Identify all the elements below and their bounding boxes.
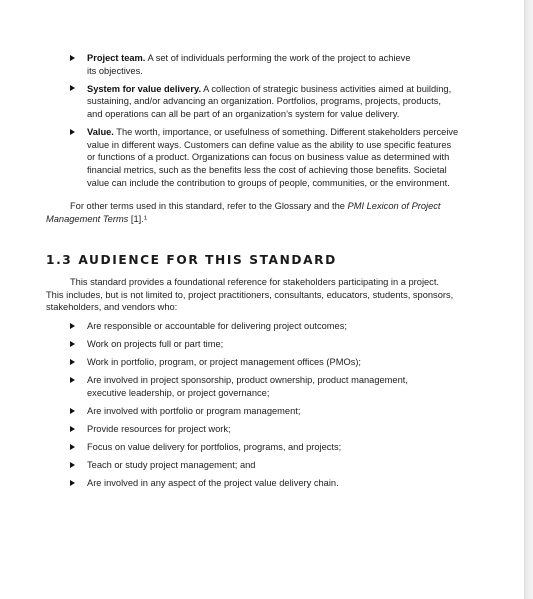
bullet-triangle-icon bbox=[70, 359, 75, 365]
other-terms-text: For other terms used in this standard, refer to the Glossary and the bbox=[70, 201, 348, 211]
other-terms-paragraph bbox=[46, 200, 476, 225]
audience-item bbox=[70, 320, 470, 333]
definition-term: Value. bbox=[87, 127, 114, 138]
audience-item bbox=[70, 477, 470, 490]
section-heading bbox=[46, 253, 337, 267]
bullet-triangle-icon bbox=[70, 480, 75, 486]
intro-line: stakeholders, and vendors who: bbox=[46, 302, 178, 313]
definition-text-line: The worth, importance, or usefulness of something. Different stakeholders perceive bbox=[116, 127, 459, 138]
audience-item bbox=[70, 423, 470, 436]
definition-text-line: and operations can all be part of an organization’s system for value delivery. bbox=[87, 108, 400, 119]
audience-item-text: Are involved with portfolio or program management; bbox=[87, 405, 301, 416]
audience-item-text: Teach or study project management; and bbox=[87, 460, 256, 471]
definition-item bbox=[70, 83, 470, 121]
audience-item bbox=[70, 441, 470, 454]
definition-text-line: sustaining, and/or advancing an organization. Portfolios, programs, projects, products, bbox=[87, 96, 441, 107]
audience-item-text: Are responsible or accountable for delivering project outcomes; bbox=[87, 321, 347, 331]
definition-item bbox=[70, 52, 470, 77]
audience-item bbox=[70, 338, 470, 351]
definition-term: Project team. bbox=[87, 53, 146, 63]
audience-item-text: Work in portfolio, program, or project management offices (PMOs); bbox=[87, 357, 362, 368]
bullet-triangle-icon bbox=[70, 85, 75, 91]
page-edge-shadow bbox=[524, 0, 533, 599]
audience-item-text: Are involved in any aspect of the project value delivery chain. bbox=[87, 478, 339, 489]
intro-line: This standard provides a foundational reference for stakeholders participating in a project. bbox=[70, 277, 439, 287]
definition-text-line: A set of individuals performing the work of the project to achieve bbox=[147, 53, 411, 63]
bullet-triangle-icon bbox=[70, 377, 75, 383]
definition-term: System for value delivery. bbox=[87, 83, 202, 94]
lexicon-title-part2: Management Terms bbox=[46, 213, 129, 224]
bullet-triangle-icon bbox=[70, 55, 75, 61]
audience-item bbox=[70, 356, 470, 369]
definition-text-line: or functions of a product. Organizations can focus on business value as determined with bbox=[87, 152, 450, 163]
audience-list bbox=[70, 320, 470, 495]
definition-text-line: value in different ways. Customers can define value as the ability to use specific features bbox=[87, 139, 452, 150]
intro-line: This includes, but is not limited to, project practitioners, consultants, educators, students, sponsors, bbox=[46, 289, 454, 300]
audience-item bbox=[70, 374, 470, 399]
audience-item-text: Work on projects full or part time; bbox=[87, 339, 224, 350]
definition-text-line: A collection of strategic business activities aimed at building, bbox=[203, 83, 452, 94]
audience-item-text: executive leadership, or project governance; bbox=[87, 387, 270, 398]
bullet-triangle-icon bbox=[70, 129, 75, 135]
audience-item-text: Focus on value delivery for portfolios, programs, and projects; bbox=[87, 442, 342, 453]
audience-item bbox=[70, 459, 470, 472]
bullet-triangle-icon bbox=[70, 426, 75, 432]
audience-item-text: Provide resources for project work; bbox=[87, 424, 231, 435]
reference-citation: [1].¹ bbox=[128, 213, 147, 224]
lexicon-title-part1: PMI Lexicon of Project bbox=[347, 201, 441, 211]
bullet-triangle-icon bbox=[70, 462, 75, 468]
definitions-list bbox=[70, 52, 470, 195]
definition-text-line: its objectives. bbox=[87, 65, 143, 76]
definition-text-line: value can include the contribution to groups of people, communities, or the environment. bbox=[87, 177, 450, 188]
section-title: AUDIENCE FOR THIS STANDARD bbox=[78, 253, 337, 267]
audience-intro-paragraph bbox=[46, 276, 486, 314]
bullet-triangle-icon bbox=[70, 341, 75, 347]
bullet-triangle-icon bbox=[70, 408, 75, 414]
audience-item-text: Are involved in project sponsorship, product ownership, product management, bbox=[87, 375, 408, 386]
bullet-triangle-icon bbox=[70, 444, 75, 450]
definition-text-line: financial metrics, such as the benefits less the cost of achieving those benefits. Societal bbox=[87, 164, 447, 175]
bullet-triangle-icon bbox=[70, 323, 75, 329]
section-number: 1.3 bbox=[46, 253, 73, 267]
audience-item bbox=[70, 405, 470, 418]
definition-item bbox=[70, 126, 470, 189]
